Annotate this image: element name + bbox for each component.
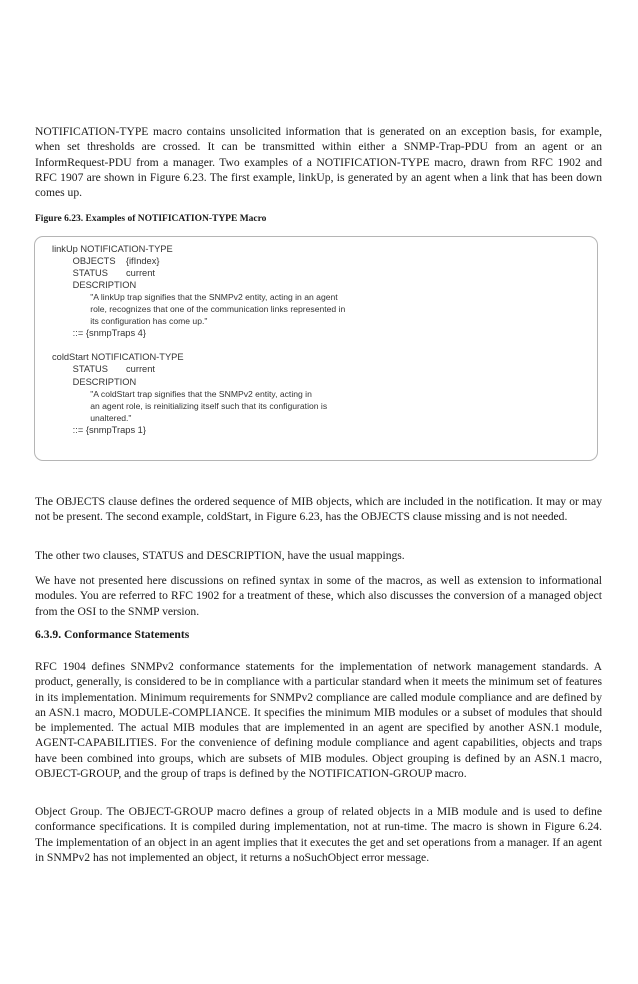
code-line: OBJECTS {ifIndex} [52, 256, 160, 267]
code-line [52, 339, 345, 351]
figure-code-listing [52, 243, 345, 436]
paragraph-notification-type-intro: NOTIFICATION-TYPE macro contains unsolicited information that is generated on an exception basis, for example, when set thresholds are crossed. It can be transmitted within either a SNMP-Trap-PDU from an agent or an InformRequest-PDU from a manager. Two examples of a NOTIFICATION-TYPE macro, drawn from RFC 1902 and RFC 1907 are shown in Figure 6.23. The first example, linkUp, is generated by an agent when a link that has been down comes up. [35, 125, 602, 200]
paragraph-refined-syntax: We have not presented here discussions on refined syntax in some of the macros, as well as extension to informational modules. You are referred to RFC 1902 for a treatment of these, which also discusses the conversion of a managed object from the OSI to the SNMP version. [35, 574, 602, 618]
code-line: "A linkUp trap signifies that the SNMPv2 entity, acting in an agent [52, 292, 338, 303]
code-line: linkUp NOTIFICATION-TYPE [52, 244, 173, 254]
code-line: coldStart NOTIFICATION-TYPE [52, 352, 184, 363]
paragraph-other-clauses: The other two clauses, STATUS and DESCRIPTION, have the usual mappings. [35, 549, 405, 562]
code-line: ::= {snmpTraps 1} [52, 424, 146, 435]
paragraph-object-group: Object Group. The OBJECT-GROUP macro defines a group of related objects in a MIB module and is used to define conformance specifications. It is compiled during implementation, not at run-time. The macro is shown in Figure 6.24. The implementation of an object in an agent implies that it executes the get and set operations from a manager. If an agent in SNMPv2 has not implemented an object, it returns a noSuchObject error message. [35, 805, 602, 864]
code-line: its configuration has come up." [52, 316, 208, 327]
code-line: ::= {snmpTraps 4} [52, 328, 146, 339]
code-line: DESCRIPTION [52, 376, 137, 387]
figure-caption: Figure 6.23. Examples of NOTIFICATION-TYPE Macro [35, 214, 267, 224]
code-line: DESCRIPTION [52, 280, 137, 291]
code-line: unaltered." [52, 412, 132, 423]
code-line: STATUS current [52, 268, 155, 279]
code-line: role, recognizes that one of the communication links represented in [52, 304, 346, 315]
paragraph-objects-clause: The OBJECTS clause defines the ordered sequence of MIB objects, which are included in the notification. It may or may not be present. The second example, coldStart, in Figure 6.23, has the OBJECTS clause missing and is not needed. [35, 495, 602, 524]
section-heading: 6.3.9. Conformance Statements [35, 628, 190, 641]
paragraph-conformance: RFC 1904 defines SNMPv2 conformance statements for the implementation of network management standards. A product, generally, is considered to be in compliance with a particular standard when it meets the minimum set of features in its implementation. Minimum requirements for SNMPv2 compliance are called module compliance and are defined by an ASN.1 macro, MODULE-COMPLIANCE. It specifies the minimum MIB modules or a subset of modules that should be implemented. The actual MIB modules that are implemented in an agent are specified by another ASN.1 module, AGENT-CAPABILITIES. For the convenience of defining module compliance and agent capabilities, objects and traps have been combined into groups, which are subsets of MIB modules. Object grouping is defined by an ASN.1 macro, OBJECT-GROUP, and the group of traps is defined by the NOTIFICATION-GROUP macro. [35, 660, 602, 781]
code-line: "A coldStart trap signifies that the SNMPv2 entity, acting in [52, 388, 312, 399]
code-line: an agent role, is reinitializing itself such that its configuration is [52, 400, 328, 411]
code-line: STATUS current [52, 364, 155, 375]
